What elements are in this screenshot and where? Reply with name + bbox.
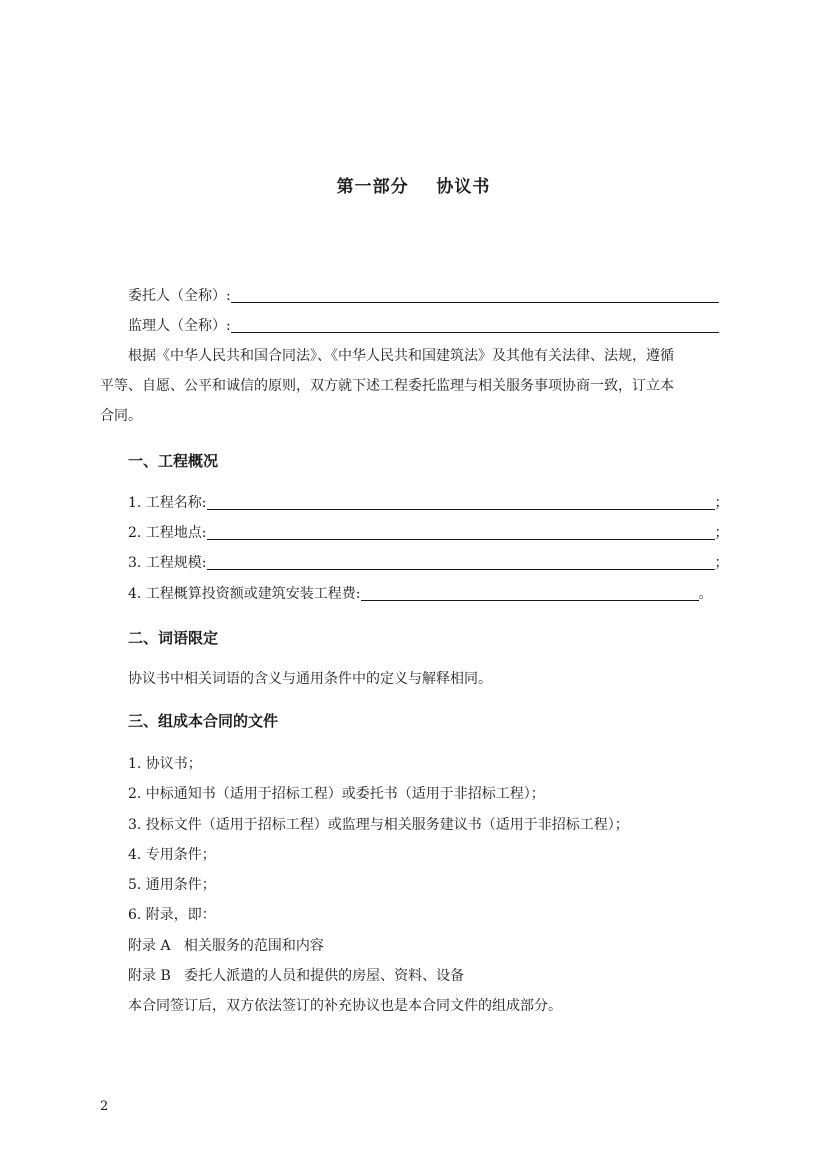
supervisor-name-field (128, 316, 719, 336)
preamble-line-3: 合同。 (100, 408, 142, 424)
contract-doc-item: 6. 附录，即： (128, 907, 216, 923)
project-scale-field (128, 553, 729, 573)
contract-doc-item: 3. 投标文件（适用于招标工程）或监理与相关服务建议书（适用于非招标工程）； (128, 817, 629, 833)
project-budget-end: 。 (698, 586, 713, 602)
client-name-blank[interactable] (231, 287, 719, 303)
client-label: 委托人（全称）: (128, 288, 231, 304)
section-2-heading: 二、词语限定 (128, 629, 219, 647)
project-name-field (128, 493, 729, 513)
page-title: 第一部分 协议书 (336, 177, 491, 197)
preamble-line-2: 平等、自愿、公平和诚信的原则，双方就下述工程委托监理与相关服务事项协商一致，订立本 (100, 378, 674, 394)
section-1-heading: 一、工程概况 (128, 452, 219, 470)
section-2-text: 协议书中相关词语的含义与通用条件中的定义与解释相同。 (128, 671, 492, 687)
section-3-heading: 三、组成本合同的文件 (128, 712, 279, 730)
project-location-end: ； (714, 525, 729, 541)
project-scale-blank[interactable] (207, 554, 715, 570)
project-location-field (128, 523, 729, 543)
appendix-a: 附录 A 相关服务的范围和内容 (128, 938, 324, 954)
appendix-b: 附录 B 委托人派遣的人员和提供的房屋、资料、设备 (128, 968, 465, 984)
client-name-field (128, 286, 719, 306)
contract-doc-item: 1. 协议书； (128, 756, 202, 772)
supervisor-name-blank[interactable] (231, 317, 719, 333)
project-name-label: 1. 工程名称: (128, 495, 207, 511)
project-name-end: ； (714, 495, 729, 511)
project-scale-label: 3. 工程规模: (128, 555, 207, 571)
contract-doc-item: 5. 通用条件； (128, 877, 216, 893)
project-budget-label: 4. 工程概算投资额或建筑安装工程费: (128, 586, 361, 602)
project-location-blank[interactable] (207, 524, 715, 540)
project-budget-field (128, 584, 713, 604)
project-name-blank[interactable] (207, 494, 715, 510)
supervisor-label: 监理人（全称）: (128, 318, 231, 334)
project-scale-end: ； (714, 555, 729, 571)
contract-doc-item: 2. 中标通知书（适用于招标工程）或委托书（适用于非招标工程）； (128, 786, 545, 802)
page-number: 2 (100, 1099, 109, 1114)
project-budget-blank[interactable] (361, 585, 699, 601)
contract-doc-item: 4. 专用条件； (128, 847, 216, 863)
preamble-line-1: 根据《中华人民共和国合同法》、《中华人民共和国建筑法》及其他有关法律、法规，遵循 (128, 348, 674, 364)
project-location-label: 2. 工程地点: (128, 525, 207, 541)
supplementary-note: 本合同签订后，双方依法签订的补充协议也是本合同文件的组成部分。 (128, 998, 562, 1014)
